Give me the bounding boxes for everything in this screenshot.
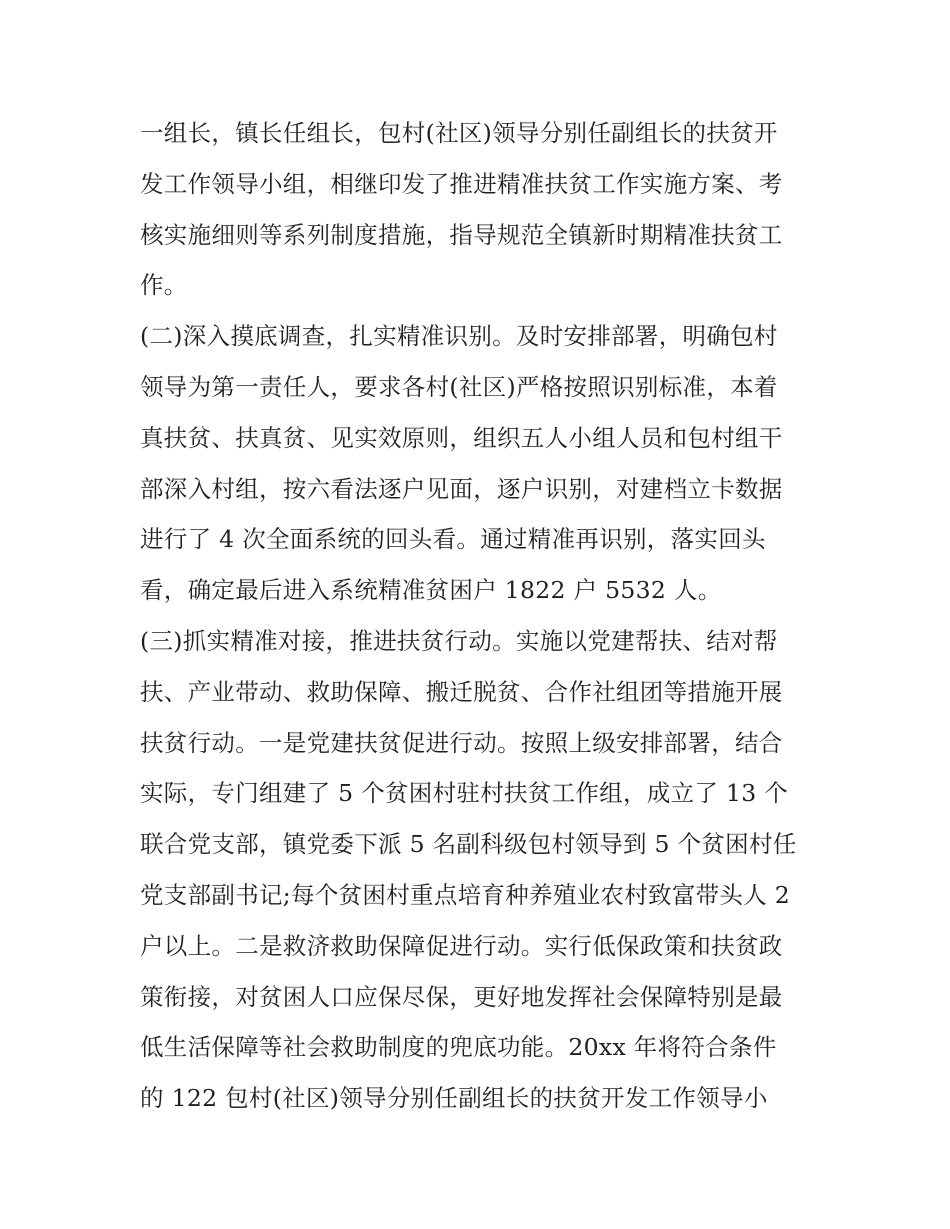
text-line: 扶、产业带动、救助保障、搬迁脱贫、合作社组团等措施开展	[140, 677, 783, 706]
text-line: (二)深入摸底调查，扎实精准识别。及时安排部署，明确包村	[140, 322, 778, 351]
text-line: 策衔接，对贫困人口应保尽保，更好地发挥社会保障特别是最	[140, 982, 783, 1011]
text-line: 的 122 包村(社区)领导分别任副组长的扶贫开发工作领导小	[140, 1084, 768, 1113]
text-line: 户以上。二是救济救助保障促进行动。实行低保政策和扶贫政	[140, 931, 783, 960]
text-line: 作。	[140, 271, 188, 300]
text-line: 核实施细则等系列制度措施，指导规范全镇新时期精准扶贫工	[140, 220, 783, 249]
document-page	[140, 108, 820, 1124]
text-line: 一组长，镇长任组长，包村(社区)领导分别任副组长的扶贫开	[140, 119, 778, 147]
text-line: 看，确定最后进入系统精准贫困户 1822 户 5532 人。	[140, 576, 722, 605]
text-line: 联合党支部，镇党委下派 5 名副科级包村领导到 5 个贫困村任	[140, 830, 797, 859]
text-line: 部深入村组，按六看法逐户见面，逐户识别，对建档立卡数据	[140, 474, 783, 503]
text-line: 党支部副书记;每个贫困村重点培育种养殖业农村致富带头人 2	[140, 880, 791, 909]
text-line: 发工作领导小组，相继印发了推进精准扶贫工作实施方案、考	[140, 169, 783, 198]
text-line: 真扶贫、扶真贫、见实效原则，组织五人小组人员和包村组干	[140, 423, 783, 452]
text-line: 低生活保障等社会救助制度的兜底功能。20xx 年将符合条件	[140, 1033, 777, 1062]
text-line: (三)抓实精准对接，推进扶贫行动。实施以党建帮扶、结对帮	[140, 626, 778, 655]
text-line: 领导为第一责任人，要求各村(社区)严格按照识别标准，本着	[140, 372, 778, 401]
text-line: 进行了 4 次全面系统的回头看。通过精准再识别，落实回头	[140, 525, 766, 554]
text-line: 实际，专门组建了 5 个贫困村驻村扶贫工作组，成立了 13 个	[140, 779, 789, 808]
text-line: 扶贫行动。一是党建扶贫促进行动。按照上级安排部署，结合	[140, 728, 783, 757]
